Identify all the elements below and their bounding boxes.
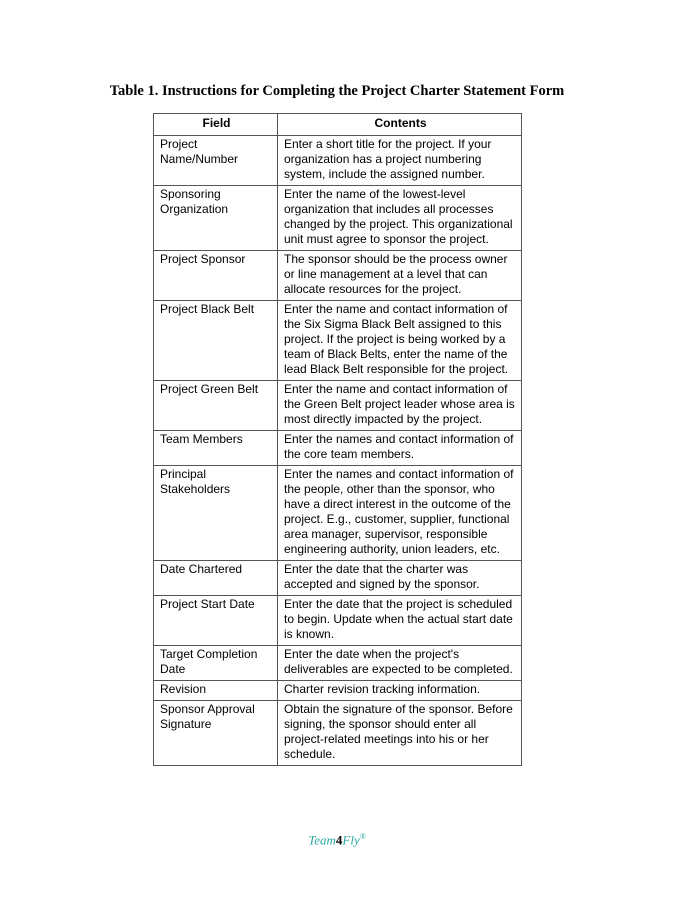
contents-cell: Enter the name and contact information of the Green Belt project leader whose area is most directly impacted by the project. [278,381,522,431]
contents-cell: Enter a short title for the project. If your organization has a project numbering system, include the assigned number. [278,136,522,186]
table-row [154,431,522,466]
field-cell: Project Name/Number [154,136,278,186]
instructions-table [153,113,522,766]
table-row [154,681,522,701]
contents-cell: Enter the names and contact information of the people, other than the sponsor, who have a direct interest in the outcome of the project. E.g., customer, supplier, functional area manager, supervisor, responsible engineering authority, union leaders, etc. [278,466,522,561]
contents-cell: Enter the date that the charter was accepted and signed by the sponsor. [278,561,522,596]
watermark-fly-text: Fly [342,832,360,848]
contents-cell: Enter the name of the lowest-level organization that includes all processes changed by the project. This organizational unit must agree to sponsor the project. [278,186,522,251]
contents-cell: Enter the date when the project's deliverables are expected to be completed. [278,646,522,681]
field-cell: Date Chartered [154,561,278,596]
field-cell: Project Start Date [154,596,278,646]
table-row [154,561,522,596]
page-title: Table 1. Instructions for Completing the Project Charter Statement Form [109,83,565,99]
field-cell: Sponsor Approval Signature [154,701,278,766]
table-row [154,466,522,561]
field-cell: Principal Stakeholders [154,466,278,561]
field-cell: Team Members [154,431,278,466]
field-cell: Sponsoring Organization [154,186,278,251]
contents-cell: Obtain the signature of the sponsor. Before signing, the sponsor should enter all project-related meetings into his or her schedule. [278,701,522,766]
field-cell: Project Sponsor [154,251,278,301]
page-number: 4 [335,832,343,848]
table-row [154,381,522,431]
table-header-row [154,114,522,136]
watermark-team-text: Team [308,832,336,848]
field-cell: Project Green Belt [154,381,278,431]
registered-mark: ® [359,832,366,841]
teamfly-watermark [0,832,674,848]
contents-cell: Enter the name and contact information of the Six Sigma Black Belt assigned to this project. If the project is being worked by a team of Black Belts, enter the name of the lead Black Belt responsible for the project. [278,301,522,381]
header-contents: Contents [278,114,522,136]
header-field: Field [154,114,278,136]
table-row [154,646,522,681]
table-row [154,596,522,646]
contents-cell: Enter the names and contact information of the core team members. [278,431,522,466]
table-row [154,301,522,381]
field-cell: Project Black Belt [154,301,278,381]
table-row [154,186,522,251]
contents-cell: Charter revision tracking information. [278,681,522,701]
table-row [154,701,522,766]
table-row [154,136,522,186]
contents-cell: Enter the date that the project is scheduled to begin. Update when the actual start date is known. [278,596,522,646]
table-row [154,251,522,301]
field-cell: Revision [154,681,278,701]
field-cell: Target Completion Date [154,646,278,681]
contents-cell: The sponsor should be the process owner or line management at a level that can allocate resources for the project. [278,251,522,301]
